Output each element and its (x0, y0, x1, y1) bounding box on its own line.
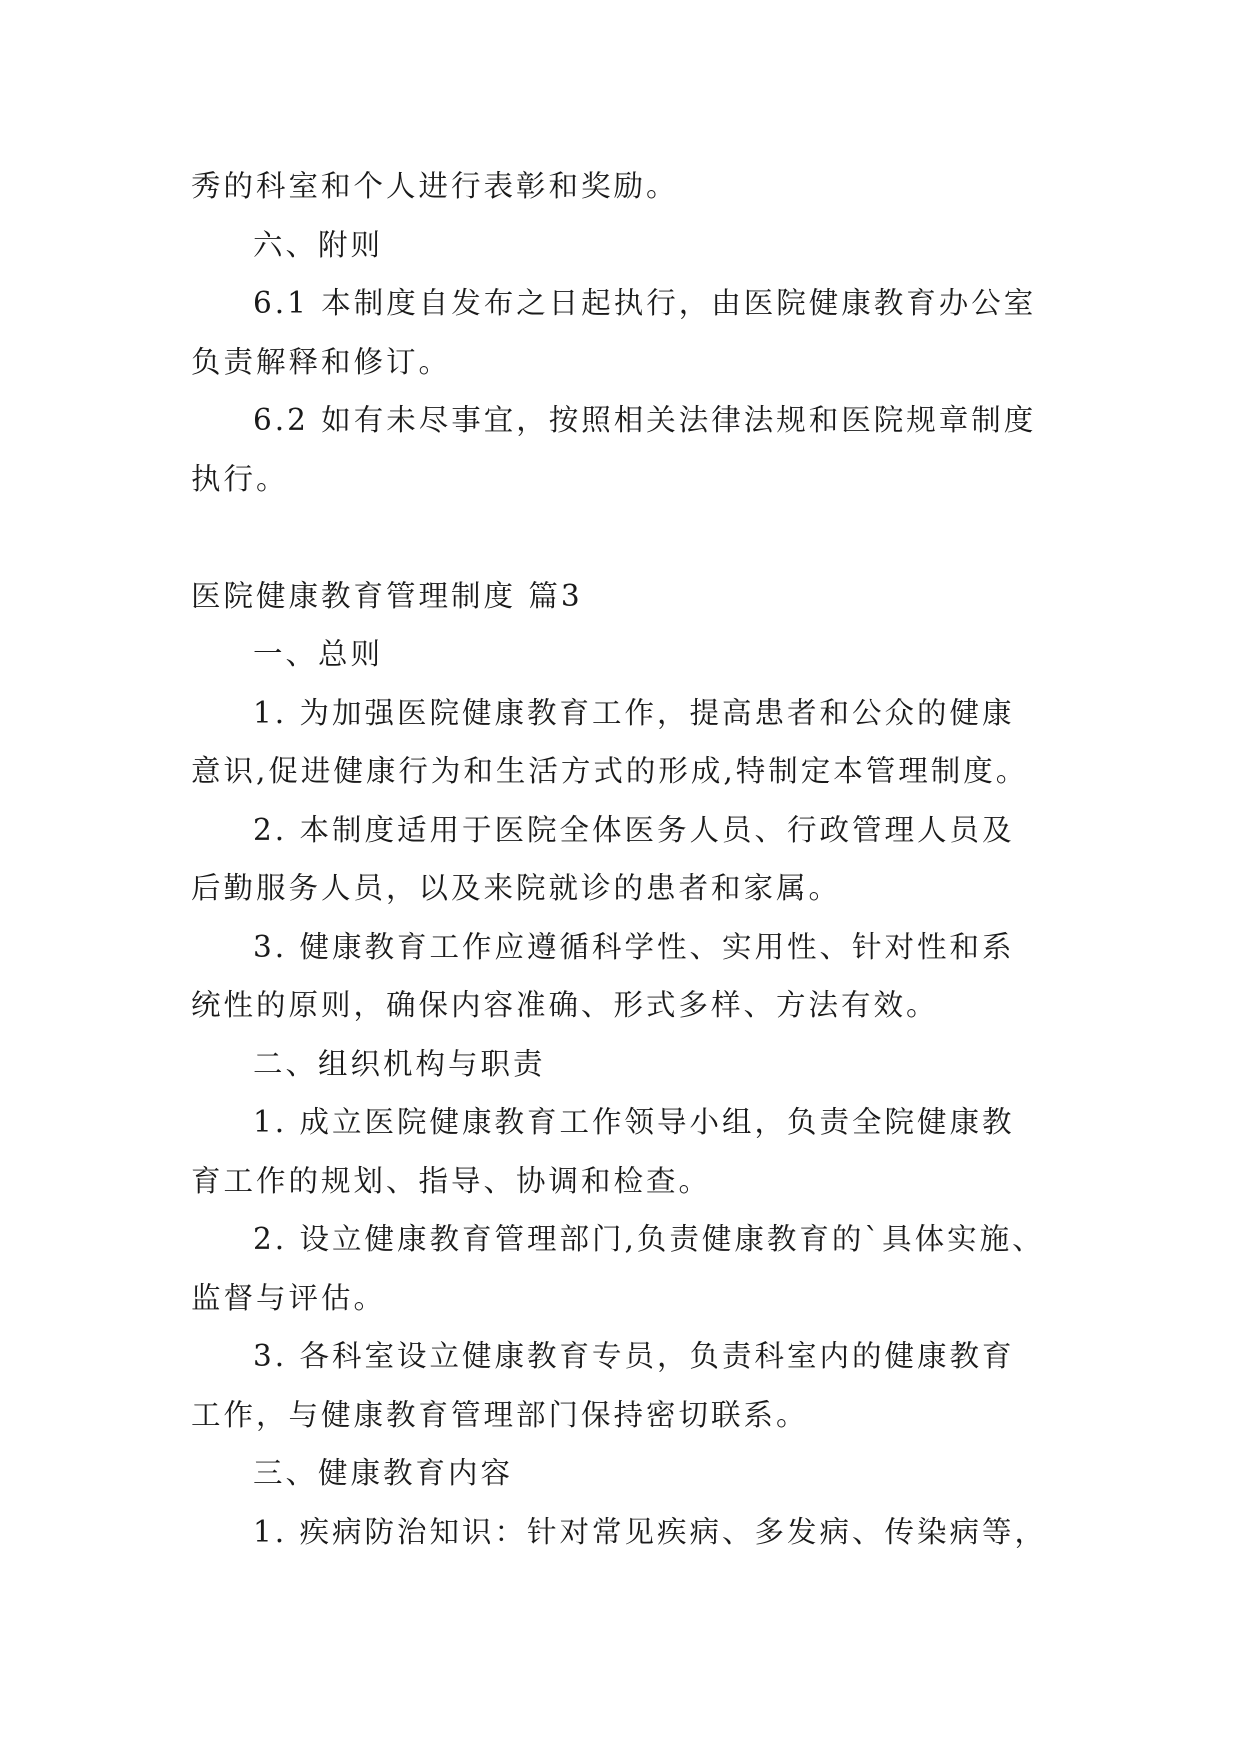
paragraph-line: 统性的原则，确保内容准确、形式多样、方法有效。 (191, 988, 939, 1022)
section-heading: 二、组织机构与职责 (253, 1046, 546, 1081)
document-body (191, 157, 1057, 1561)
document-title: 医院健康教育管理制度 篇3 (191, 578, 583, 613)
paragraph-line: 工作，与健康教育管理部门保持密切联系。 (191, 1397, 809, 1432)
paragraph-line: 2. 本制度适用于医院全体医务人员、行政管理人员及 (253, 812, 1015, 847)
paragraph-line: 3. 各科室设立健康教育专员，负责科室内的健康教育 (253, 1339, 1015, 1373)
paragraph-line: 意识,促进健康行为和生活方式的形成,特制定本管理制度。 (191, 754, 1029, 788)
paragraph-line: 1. 成立医院健康教育工作领导小组，负责全院健康教 (253, 1105, 1015, 1139)
paragraph-line: 6.2 如有未尽事宜，按照相关法律法规和医院规章制度 (253, 403, 1037, 437)
paragraph-line: 育工作的规划、指导、协调和检查。 (191, 1163, 712, 1198)
section-heading: 一、总则 (253, 637, 384, 671)
paragraph-line: 2. 设立健康教育管理部门,负责健康教育的`具体实施、 (253, 1222, 1045, 1256)
section-heading: 三、健康教育内容 (253, 1456, 514, 1490)
paragraph-line: 后勤服务人员，以及来院就诊的患者和家属。 (191, 871, 842, 905)
paragraph-line: 1. 疾病防治知识：针对常见疾病、多发病、传染病等， (253, 1514, 1048, 1549)
paragraph-line: 监督与评估。 (191, 1280, 387, 1315)
paragraph-line: 3. 健康教育工作应遵循科学性、实用性、针对性和系 (253, 929, 1015, 964)
paragraph-line: 秀的科室和个人进行表彰和奖励。 (191, 169, 679, 203)
paragraph-line: 负责解释和修订。 (191, 344, 452, 379)
blank-line (191, 508, 1057, 567)
paragraph-line: 执行。 (191, 461, 289, 496)
paragraph-line: 6.1 本制度自发布之日起执行，由医院健康教育办公室 (253, 286, 1037, 320)
section-heading: 六、附则 (253, 227, 384, 262)
paragraph-line: 1. 为加强医院健康教育工作，提高患者和公众的健康 (253, 695, 1015, 730)
